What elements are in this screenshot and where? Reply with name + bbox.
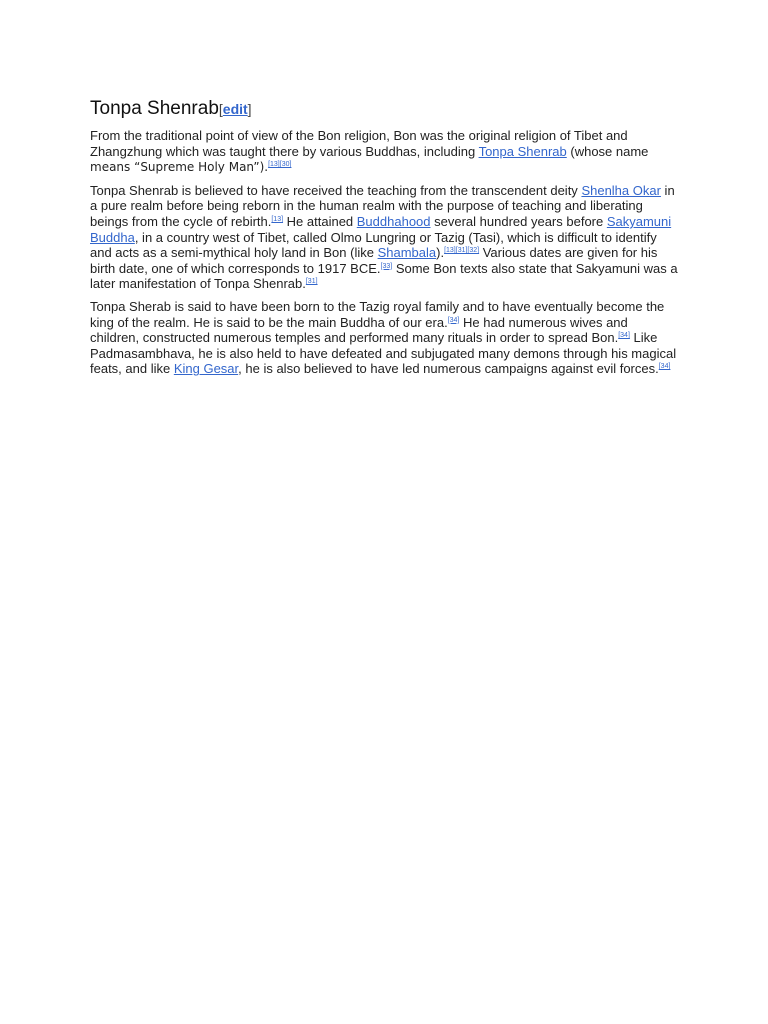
citation	[448, 317, 460, 324]
link-sakyamuni-buddha[interactable]: Sakyamuni Buddha	[90, 213, 672, 245]
text: Tonpa Sherab is said to have been born to the Tazig royal family and to have eventually become the king of the realm. He is said to be the main Buddha of our era.	[90, 298, 665, 330]
text: , in a country west of Tibet, called Olmo Lungring or Tazig (Tasi), which is difficult to identify and acts as a semi-mythical holy land in Bon (like	[90, 229, 657, 261]
link-shambala[interactable]: Shambala	[377, 245, 437, 261]
article-section	[90, 96, 680, 384]
link-tonpa-shenrab[interactable]: Tonpa Shenrab	[478, 143, 567, 159]
citation	[271, 216, 283, 223]
edit-bracket-open: [	[218, 101, 223, 117]
citation-link[interactable]: [33]	[380, 262, 393, 270]
paragraph-3	[90, 299, 680, 377]
section-title: Tonpa Shenrab	[90, 98, 219, 119]
citation	[444, 247, 479, 254]
citation-link[interactable]: [13][31][32]	[444, 247, 480, 255]
citation-link[interactable]: [34]	[447, 316, 460, 324]
edit-bracket-close: ]	[247, 101, 252, 117]
text: Various dates are given for his birth date, one of which corresponds to 1917 BCE.	[90, 245, 658, 276]
text: , he is also believed to have led numerous campaigns against evil forces.	[238, 361, 659, 377]
text: From the traditional point of view of the Bon religion, Bon was the original religion of Tibet and Zhangzhung which was taught there by various Buddhas, including	[90, 128, 628, 159]
section-heading	[90, 96, 680, 122]
text: ).	[436, 245, 445, 261]
text-meaning: means “Supreme Holy Man”).	[90, 160, 269, 175]
text: (whose name	[566, 143, 649, 159]
citation	[306, 278, 318, 285]
text: He had numerous wives and children, constructed numerous temples and performed many rituals in order to spread Bon.	[90, 314, 628, 346]
link-king-gesar[interactable]: King Gesar	[173, 361, 239, 377]
text: Some Bon texts also state that Sakyamuni was a later manifestation of Tonpa Shenrab.	[90, 260, 678, 292]
text: Tonpa Shenrab is believed to have received the teaching from the transcendent deity	[90, 182, 582, 198]
paragraph-2	[90, 183, 680, 292]
citation-link[interactable]: [13]	[271, 215, 284, 223]
text: He attained	[283, 213, 357, 229]
text: in a pure realm before being reborn in the human realm with the purpose of teaching and liberating beings from the cycle of rebirth.	[90, 182, 675, 229]
citation-link[interactable]: [31]	[305, 278, 318, 286]
paragraph-1	[90, 128, 680, 176]
citation-link[interactable]: [13][30]	[268, 161, 292, 169]
link-shenlha-okar[interactable]: Shenlha Okar	[581, 182, 661, 198]
citation	[381, 263, 393, 270]
citation-link[interactable]: [34]	[618, 332, 630, 340]
link-buddhahood[interactable]: Buddhahood	[356, 213, 431, 229]
citation	[268, 161, 291, 168]
citation	[659, 363, 671, 370]
text: several hundred years before	[430, 213, 607, 229]
citation	[618, 332, 630, 339]
citation-link[interactable]: [34]	[658, 363, 671, 371]
text: Like Padmasambhava, he is also held to have defeated and subjugated many demons through his magical feats, and like	[90, 330, 677, 377]
edit-link[interactable]: edit	[222, 101, 248, 117]
